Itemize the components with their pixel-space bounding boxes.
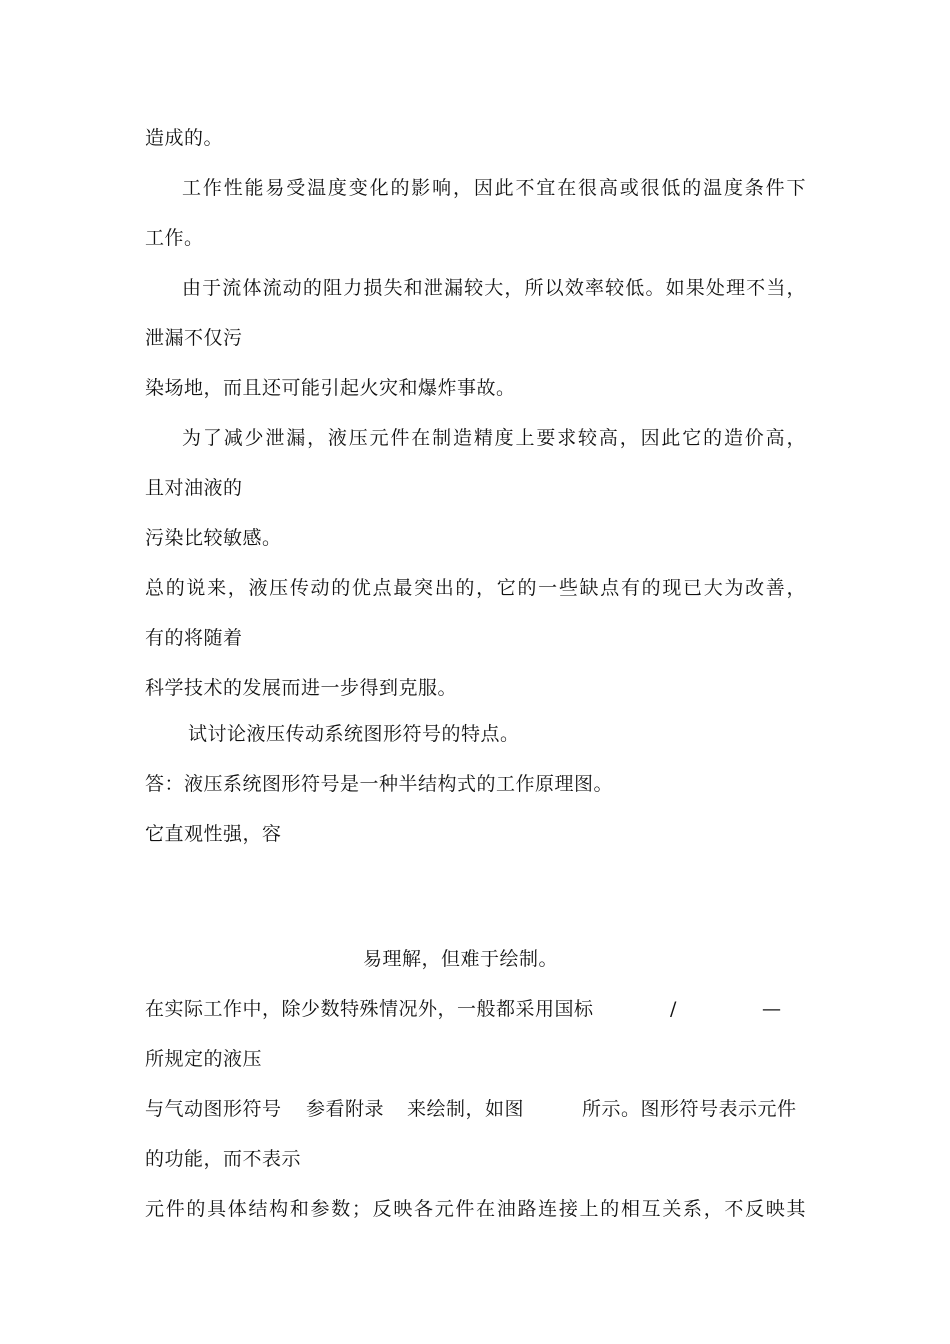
text-line: 易理解，但难于绘制。 [363, 948, 559, 970]
text-line: 总的说来，液压传动的优点最突出的，它的一些缺点有的现已大为改善， [145, 577, 806, 599]
text-fragment: — [762, 998, 782, 1020]
text-fragment: 来绘制，如图 [407, 1098, 525, 1120]
text-line: 它直观性强，容 [145, 823, 282, 845]
text-line: 泄漏不仅污 [145, 327, 243, 349]
text-fragment: / [670, 998, 677, 1020]
text-line: 造成的。 [145, 127, 224, 149]
text-line: 与气动图形符号 [145, 1098, 282, 1120]
text-fragment: 所示。图形符号表示元件 [582, 1098, 797, 1120]
text-line: 所规定的液压 [145, 1048, 263, 1070]
text-line: 在实际工作中，除少数特殊情况外，一般都采用国标 [145, 998, 594, 1020]
text-fragment: 参看附录 [306, 1098, 385, 1120]
text-line: 由于流体流动的阻力损失和泄漏较大，所以效率较低。如果处理不当， [182, 277, 806, 299]
text-line: 污染比较敏感。 [145, 527, 282, 549]
text-line: 有的将随着 [145, 627, 243, 649]
text-line: 且对油液的 [145, 477, 243, 499]
text-line: 工作性能易受温度变化的影响，因此不宜在很高或很低的温度条件下 [182, 177, 806, 199]
text-line: 为了减少泄漏，液压元件在制造精度上要求较高，因此它的造价高， [182, 427, 806, 449]
text-line: 科学技术的发展而进一步得到克服。 [145, 677, 458, 699]
text-line: 染场地，而且还可能引起火灾和爆炸事故。 [145, 377, 516, 399]
text-line: 元件的具体结构和参数；反映各元件在油路连接上的相互关系，不反映其 [145, 1198, 806, 1220]
text-line: 试讨论液压传动系统图形符号的特点。 [188, 723, 520, 745]
text-line: 答：液压系统图形符号是一种半结构式的工作原理图。 [145, 773, 614, 795]
text-line: 工作。 [145, 227, 204, 249]
text-line: 的功能，而不表示 [145, 1148, 302, 1170]
